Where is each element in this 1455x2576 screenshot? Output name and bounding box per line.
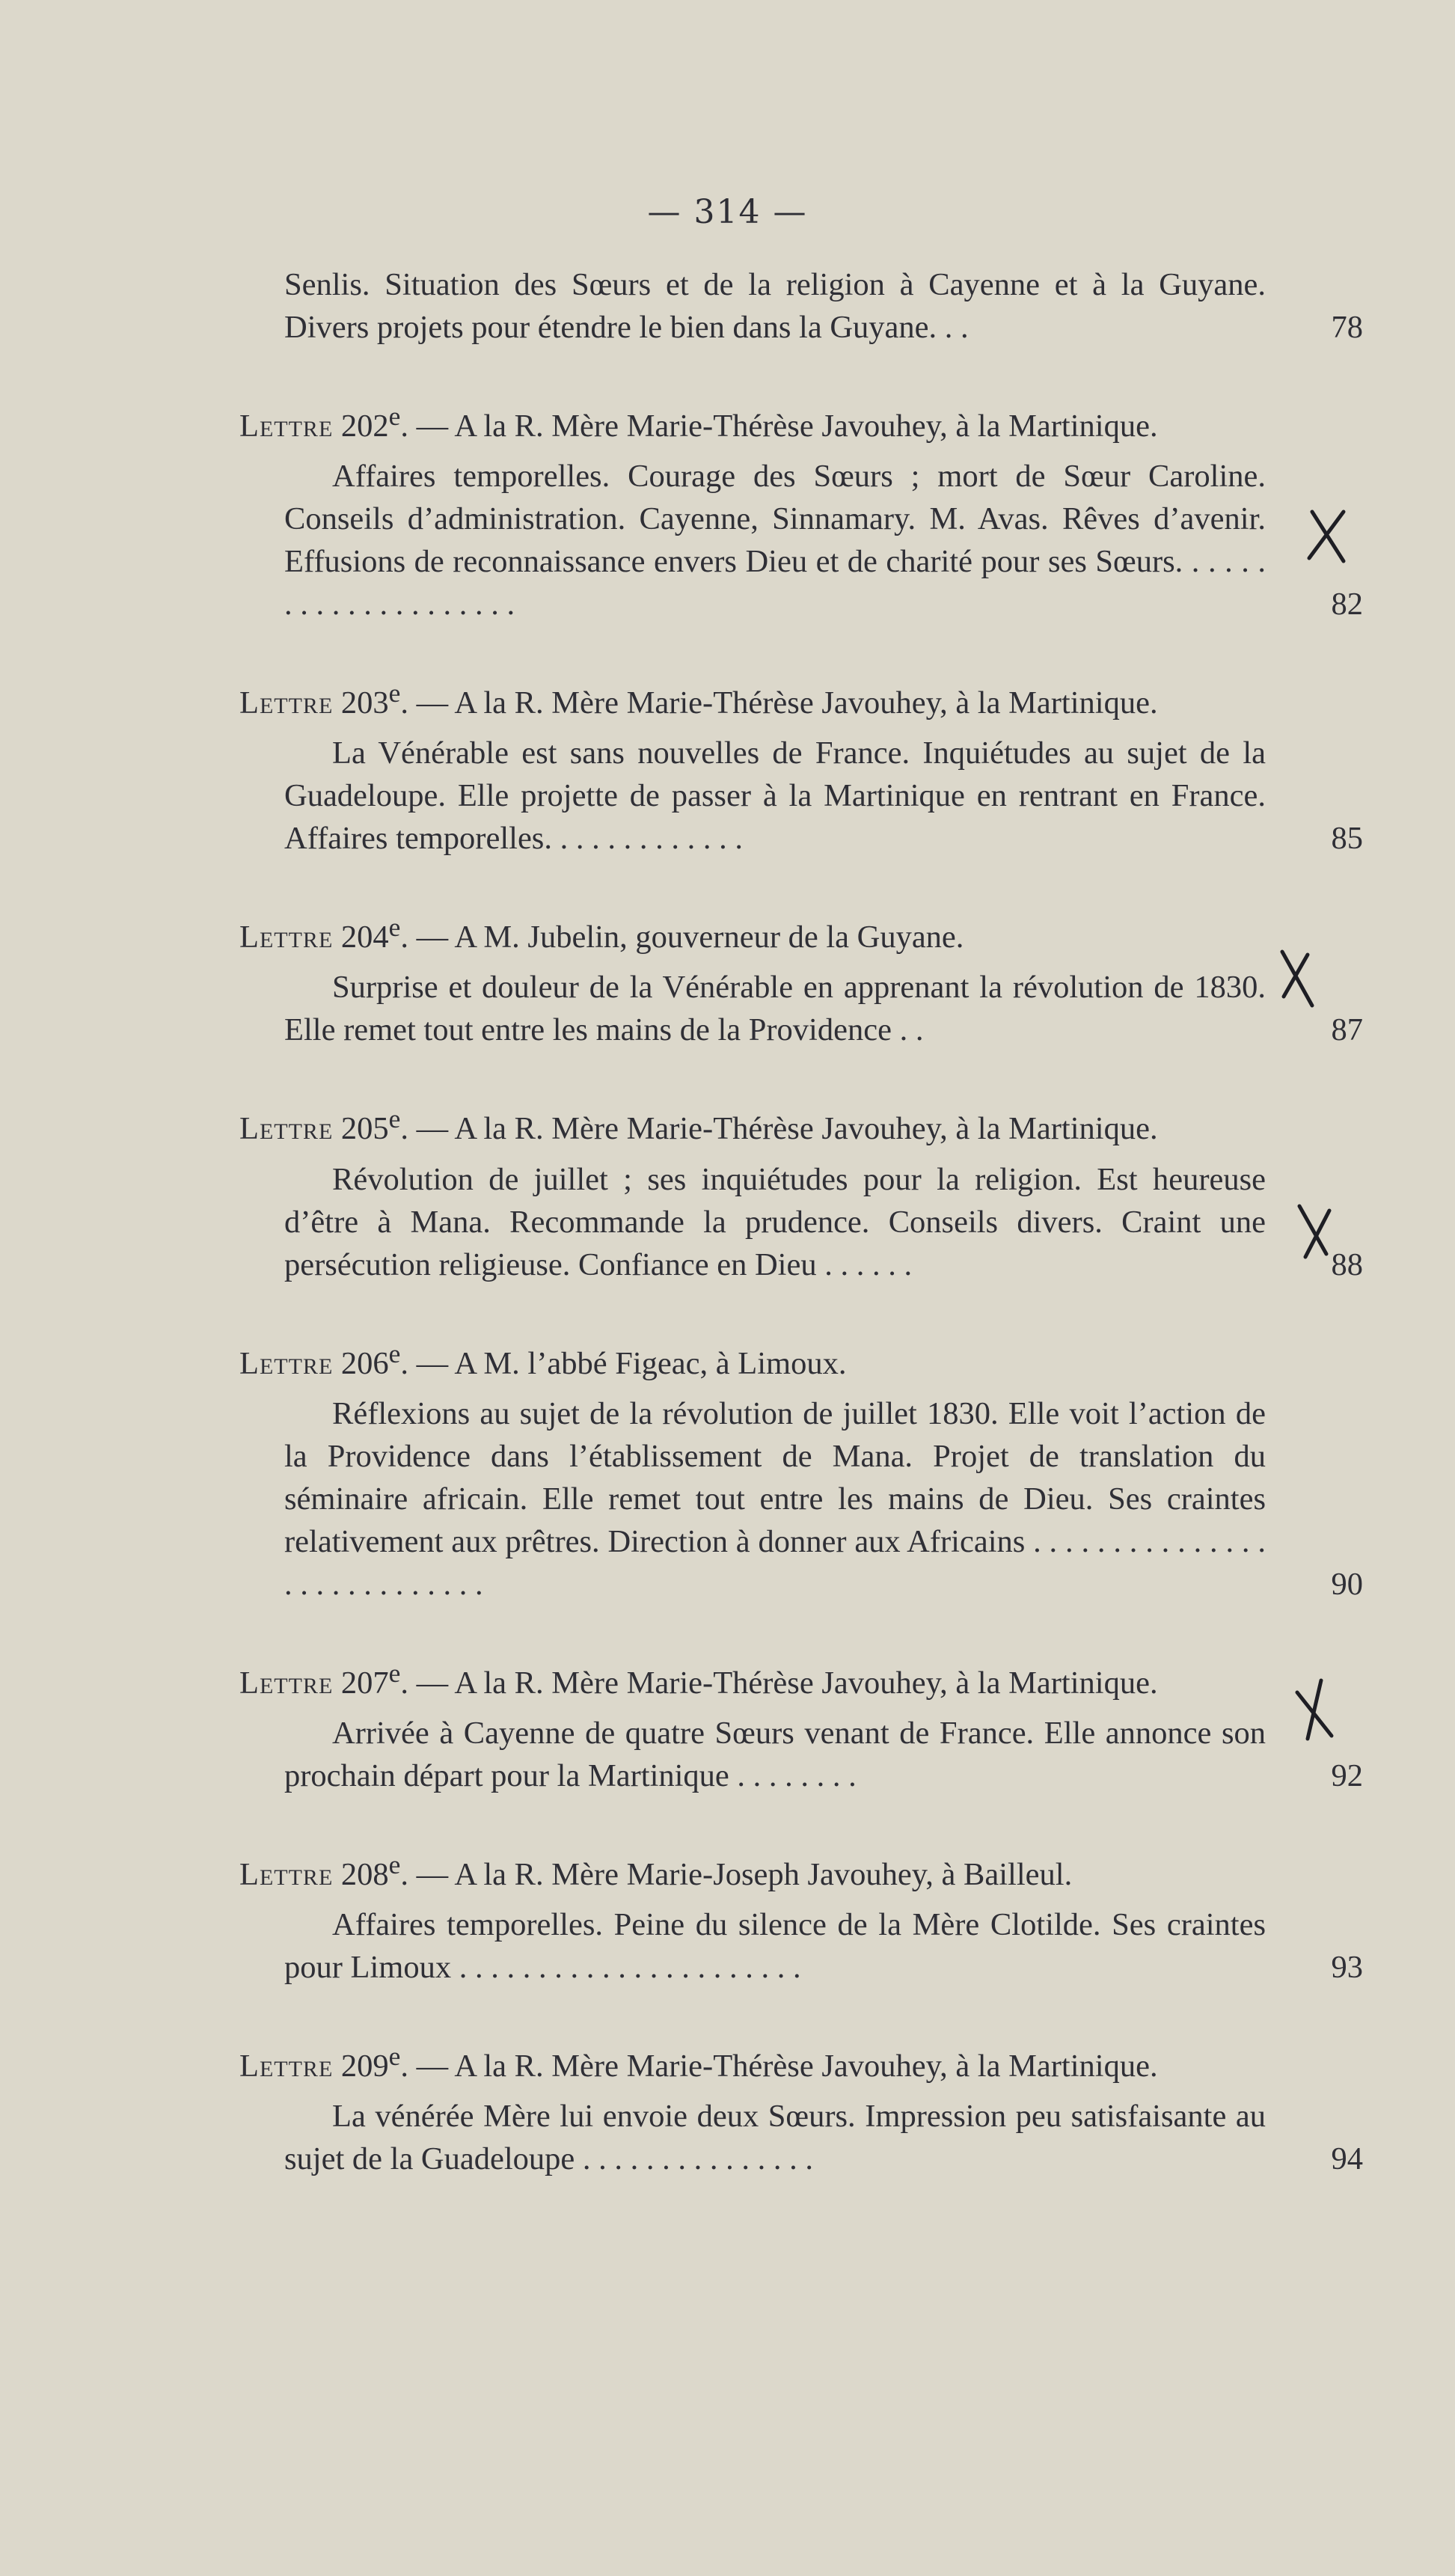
- toc-entry-lettre-203: [239, 672, 1363, 860]
- addressee: . — A la R. Mère Marie-Thérèse Javouhey, à la Martinique.: [400, 1111, 1158, 1147]
- entry-summary: [239, 2095, 1363, 2180]
- entry-heading: [239, 395, 1311, 447]
- lettre-number: 206: [340, 1345, 389, 1381]
- x-mark-icon: [1272, 944, 1324, 1012]
- lettre-label: Lettre: [239, 1345, 334, 1381]
- lettre-number: 203: [340, 685, 389, 721]
- entry-heading: [239, 2035, 1311, 2087]
- addressee: . — A M. Jubelin, gouverneur de la Guyane.: [400, 920, 964, 955]
- page-reference: 82: [1331, 587, 1363, 622]
- lettre-label: Lettre: [239, 685, 334, 721]
- entry-summary: [239, 263, 1363, 349]
- lettre-number: 208: [340, 1857, 389, 1893]
- lettre-number: 209: [340, 2049, 389, 2084]
- entry-summary-text: Surprise et douleur de la Vénérable en apprenant la révolution de 1830. Elle remet tout entre les mains de la Providence . .: [284, 970, 1266, 1048]
- page-reference: 78: [1331, 310, 1363, 345]
- entry-summary: [239, 1903, 1363, 1989]
- addressee: . — A la R. Mère Marie-Thérèse Javouhey, à la Martinique.: [400, 409, 1158, 444]
- ordinal-suffix: e: [388, 1104, 401, 1134]
- entry-summary-text: La vénérée Mère lui envoie deux Sœurs. Impression peu satisfaisante au sujet de la Guadeloupe . . . . . . . . . . . . . . .: [284, 2099, 1266, 2177]
- toc-entry-lettre-209: [239, 2035, 1363, 2180]
- x-mark-icon: [1302, 503, 1354, 570]
- toc-entry-lettre-207: [239, 1652, 1363, 1797]
- page-reference: 93: [1331, 1950, 1363, 1986]
- lettre-label: Lettre: [239, 1111, 334, 1147]
- x-mark-icon: [1290, 1196, 1343, 1263]
- lettre-label: Lettre: [239, 920, 334, 955]
- page-reference: 85: [1331, 821, 1363, 857]
- page-reference: 90: [1331, 1566, 1363, 1602]
- addressee: . — A la R. Mère Marie-Thérèse Javouhey, à la Martinique.: [400, 2049, 1158, 2084]
- lettre-number: 205: [340, 1111, 389, 1147]
- entry-summary: [239, 1392, 1363, 1606]
- toc-entry-continuation: [239, 263, 1363, 349]
- toc-entry-lettre-205: [239, 1098, 1363, 1285]
- page-reference: 88: [1331, 1246, 1363, 1282]
- ordinal-suffix: e: [388, 1338, 401, 1368]
- entry-summary: [239, 1712, 1363, 1797]
- lettre-label: Lettre: [239, 409, 334, 444]
- entry-summary-text: Arrivée à Cayenne de quatre Sœurs venant de France. Elle annonce son prochain départ pour la Martinique . . . . . . . .: [284, 1715, 1266, 1793]
- entry-summary: [239, 966, 1363, 1051]
- entry-summary-text: Révolution de juillet ; ses inquiétudes pour la religion. Est heureuse d’être à Mana. Recommande la prudence. Conseils divers. Craint une persécution religieuse. Confiance en Dieu . . . . . .: [284, 1161, 1266, 1282]
- entry-heading: [239, 1652, 1311, 1704]
- lettre-number: 207: [340, 1665, 389, 1701]
- ordinal-suffix: e: [388, 1657, 401, 1688]
- page-number: — 314 —: [647, 193, 808, 231]
- entry-summary-text: Affaires temporelles. Peine du silence de la Mère Clotilde. Ses craintes pour Limoux . . . . . . . . . . . . . . . . . . . . . .: [284, 1907, 1266, 1986]
- entry-summary-text: Senlis. Situation des Sœurs et de la religion à Cayenne et à la Guyane. Divers projets pour étendre le bien dans la Guyane. . .: [284, 267, 1266, 345]
- addressee: . — A la R. Mère Marie-Joseph Javouhey, à Bailleul.: [400, 1857, 1073, 1893]
- ordinal-suffix: e: [388, 678, 401, 709]
- addressee: . — A la R. Mère Marie-Thérèse Javouhey, à la Martinique.: [400, 685, 1158, 721]
- lettre-label: Lettre: [239, 1665, 334, 1701]
- ordinal-suffix: e: [388, 2041, 401, 2072]
- table-of-contents: [239, 263, 1363, 2227]
- toc-entry-lettre-206: [239, 1333, 1363, 1606]
- entry-summary: [239, 455, 1363, 625]
- page-reference: 92: [1331, 1757, 1363, 1793]
- ordinal-suffix: e: [388, 401, 401, 431]
- page-reference: 87: [1331, 1012, 1363, 1048]
- lettre-number: 202: [340, 409, 389, 444]
- ordinal-suffix: e: [388, 1849, 401, 1879]
- toc-entry-lettre-208: [239, 1844, 1363, 1989]
- entry-heading: [239, 906, 1311, 958]
- lettre-label: Lettre: [239, 1857, 334, 1893]
- entry-summary: [239, 732, 1363, 860]
- entry-heading: [239, 1098, 1311, 1150]
- entry-heading: [239, 1333, 1311, 1385]
- lettre-number: 204: [340, 920, 389, 955]
- entry-heading: [239, 672, 1311, 724]
- entry-summary-text: La Vénérable est sans nouvelles de France. Inquiétudes au sujet de la Guadeloupe. Elle projette de passer à la Martinique en rentrant en France. Affaires temporelles. . . . . . . . . . . . .: [284, 735, 1266, 857]
- entry-summary-text: Réflexions au sujet de la révolution de juillet 1830. Elle voit l’action de la Providence dans l’établissement de Mana. Projet de translation du séminaire africain. Elle remet tout entre les mains de Dieu. Ses craintes relativement aux prêtres. Direction à donner aux Africains . . . . . . . . . . . . . . . . . . . . . . . . . . . .: [284, 1395, 1266, 1602]
- entry-summary-text: Affaires temporelles. Courage des Sœurs ; mort de Sœur Caroline. Conseils d’administration. Cayenne, Sinnamary. M. Avas. Rêves d’avenir. Effusions de reconnaissance envers Dieu et de charité pour ses Sœurs. . . . . . . . . . . . . . . . . . . . .: [284, 459, 1266, 622]
- addressee: . — A M. l’abbé Figeac, à Limoux.: [400, 1345, 847, 1381]
- lettre-label: Lettre: [239, 2049, 334, 2084]
- x-mark-icon: [1288, 1674, 1341, 1742]
- toc-entry-lettre-204: [239, 906, 1363, 1051]
- page-reference: 94: [1331, 2141, 1363, 2177]
- addressee: . — A la R. Mère Marie-Thérèse Javouhey, à la Martinique.: [400, 1665, 1158, 1701]
- entry-summary: [239, 1158, 1363, 1286]
- entry-heading: [239, 1844, 1311, 1896]
- toc-entry-lettre-202: [239, 395, 1363, 625]
- ordinal-suffix: e: [388, 912, 401, 943]
